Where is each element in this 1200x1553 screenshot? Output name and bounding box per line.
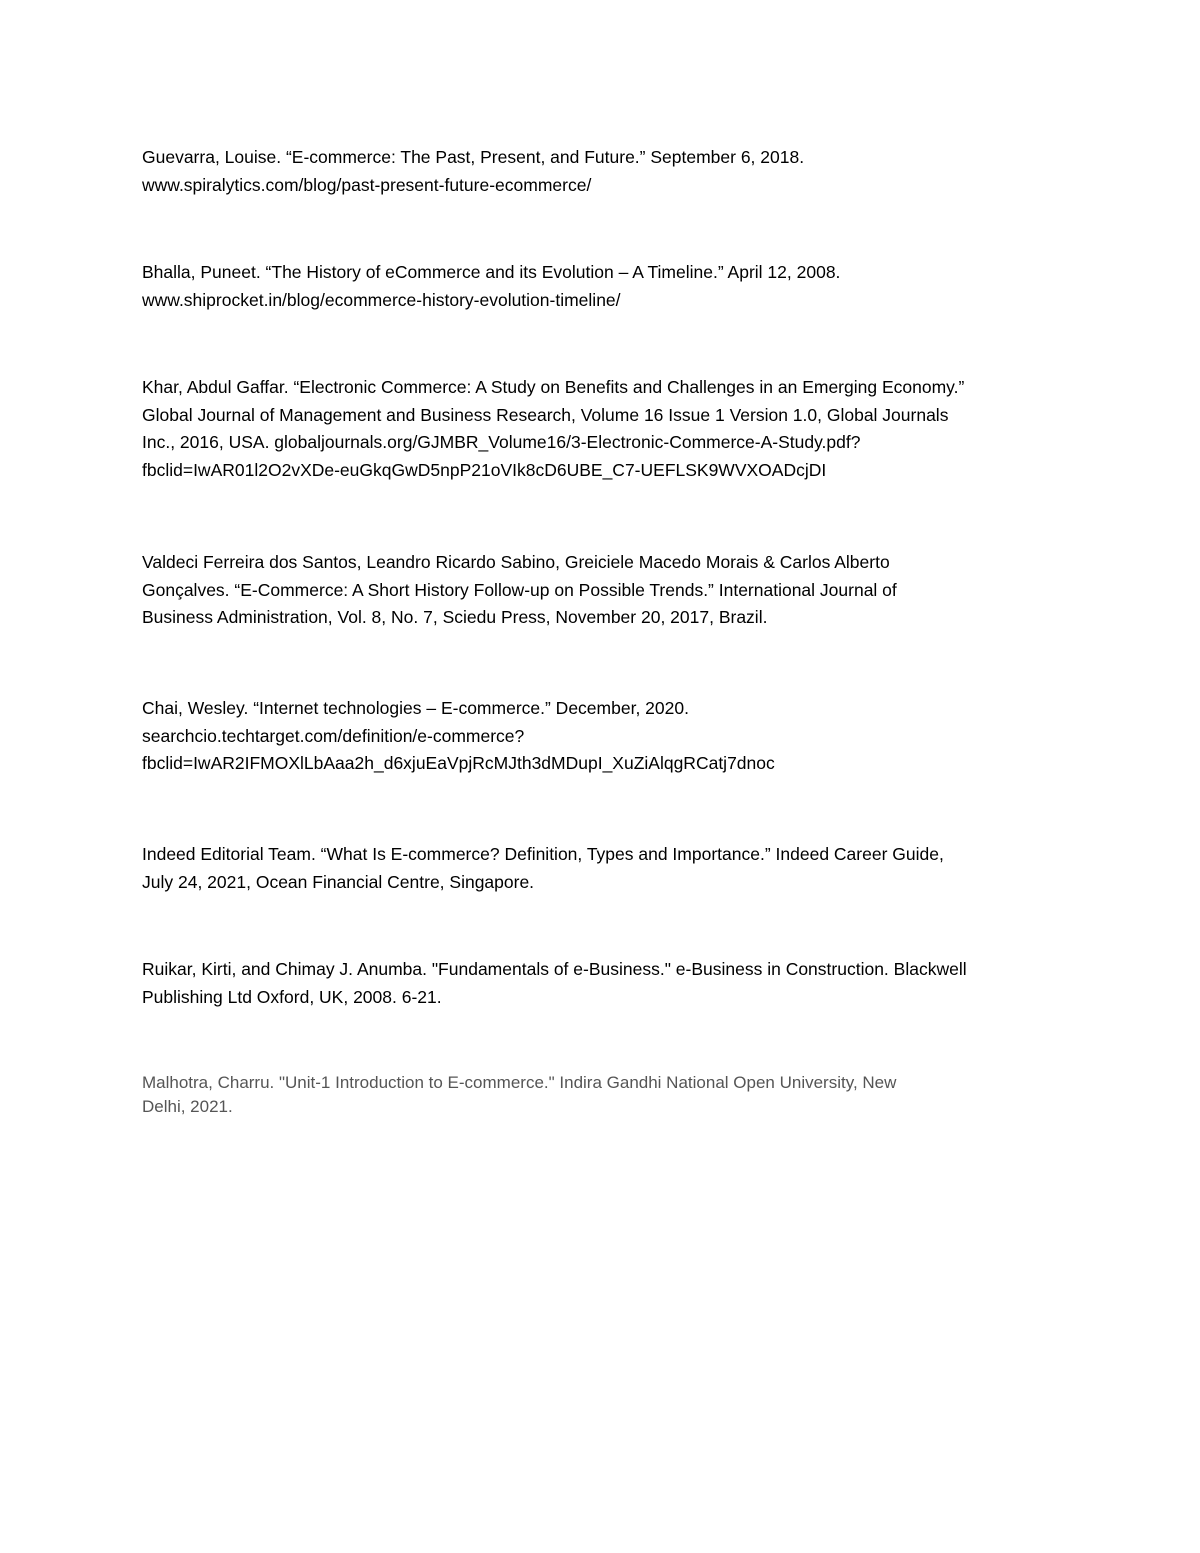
reference-chai (142, 695, 1072, 778)
reference-line: Business Administration, Vol. 8, No. 7, Sciedu Press, November 20, 2017, Brazil. (142, 607, 768, 627)
reference-url: fbclid=IwAR01l2O2vXDe-euGkqGwD5npP21oVIk8cD6UBE_C7-UEFLSK9WVXOADcjDI (142, 459, 827, 480)
reference-malhotra (142, 1071, 1072, 1119)
reference-url: www.shiprocket.in/blog/ecommerce-history-evolution-timeline/ (142, 289, 621, 310)
reference-guevarra (142, 144, 1072, 199)
reference-line: Khar, Abdul Gaffar. “Electronic Commerce: A Study on Benefits and Challenges in an Emerging Economy.” (142, 377, 965, 397)
reference-indeed (142, 841, 1072, 896)
reference-line: Delhi, 2021. (142, 1097, 233, 1116)
reference-line: Valdeci Ferreira dos Santos, Leandro Ricardo Sabino, Greiciele Macedo Morais & Carlos Alberto (142, 552, 890, 572)
reference-url: fbclid=IwAR2IFMOXlLbAaa2h_d6xjuEaVpjRcMJth3dMDupI_XuZiAlqgRCatj7dnoc (142, 753, 775, 773)
reference-line: Ruikar, Kirti, and Chimay J. Anumba. "Fundamentals of e-Business." e-Business in Construction. Blackwell (142, 959, 967, 979)
reference-line: Guevarra, Louise. “E-commerce: The Past, Present, and Future.” September 6, 2018. (142, 147, 805, 167)
reference-line: Gonçalves. “E-Commerce: A Short History Follow-up on Possible Trends.” International Journal of (142, 579, 897, 600)
reference-santos (142, 549, 1072, 632)
reference-line: Inc., 2016, USA. globaljournals.org/GJMBR_Volume16/3-Electronic-Commerce-A-Study.pdf? (142, 432, 861, 452)
reference-line: Global Journal of Management and Business Research, Volume 16 Issue 1 Version 1.0, Global Journals (142, 404, 949, 425)
reference-line: Indeed Editorial Team. “What Is E-commerce? Definition, Types and Importance.” Indeed Career Guide, (142, 844, 944, 864)
reference-line: Bhalla, Puneet. “The History of eCommerce and its Evolution – A Timeline.” April 12, 2008. (142, 262, 841, 282)
reference-line: Publishing Ltd Oxford, UK, 2008. 6-21. (142, 986, 442, 1007)
reference-line: July 24, 2021, Ocean Financial Centre, Singapore. (142, 871, 535, 892)
reference-bhalla (142, 259, 1072, 314)
reference-ruikar (142, 956, 1072, 1011)
reference-url: searchcio.techtarget.com/definition/e-commerce? (142, 725, 525, 746)
reference-url: www.spiralytics.com/blog/past-present-future-ecommerce/ (142, 174, 592, 195)
reference-line: Chai, Wesley. “Internet technologies – E-commerce.” December, 2020. (142, 698, 689, 718)
reference-line: Malhotra, Charru. "Unit-1 Introduction to E-commerce." Indira Gandhi National Open University, New (142, 1073, 897, 1092)
reference-khar (142, 374, 1072, 484)
